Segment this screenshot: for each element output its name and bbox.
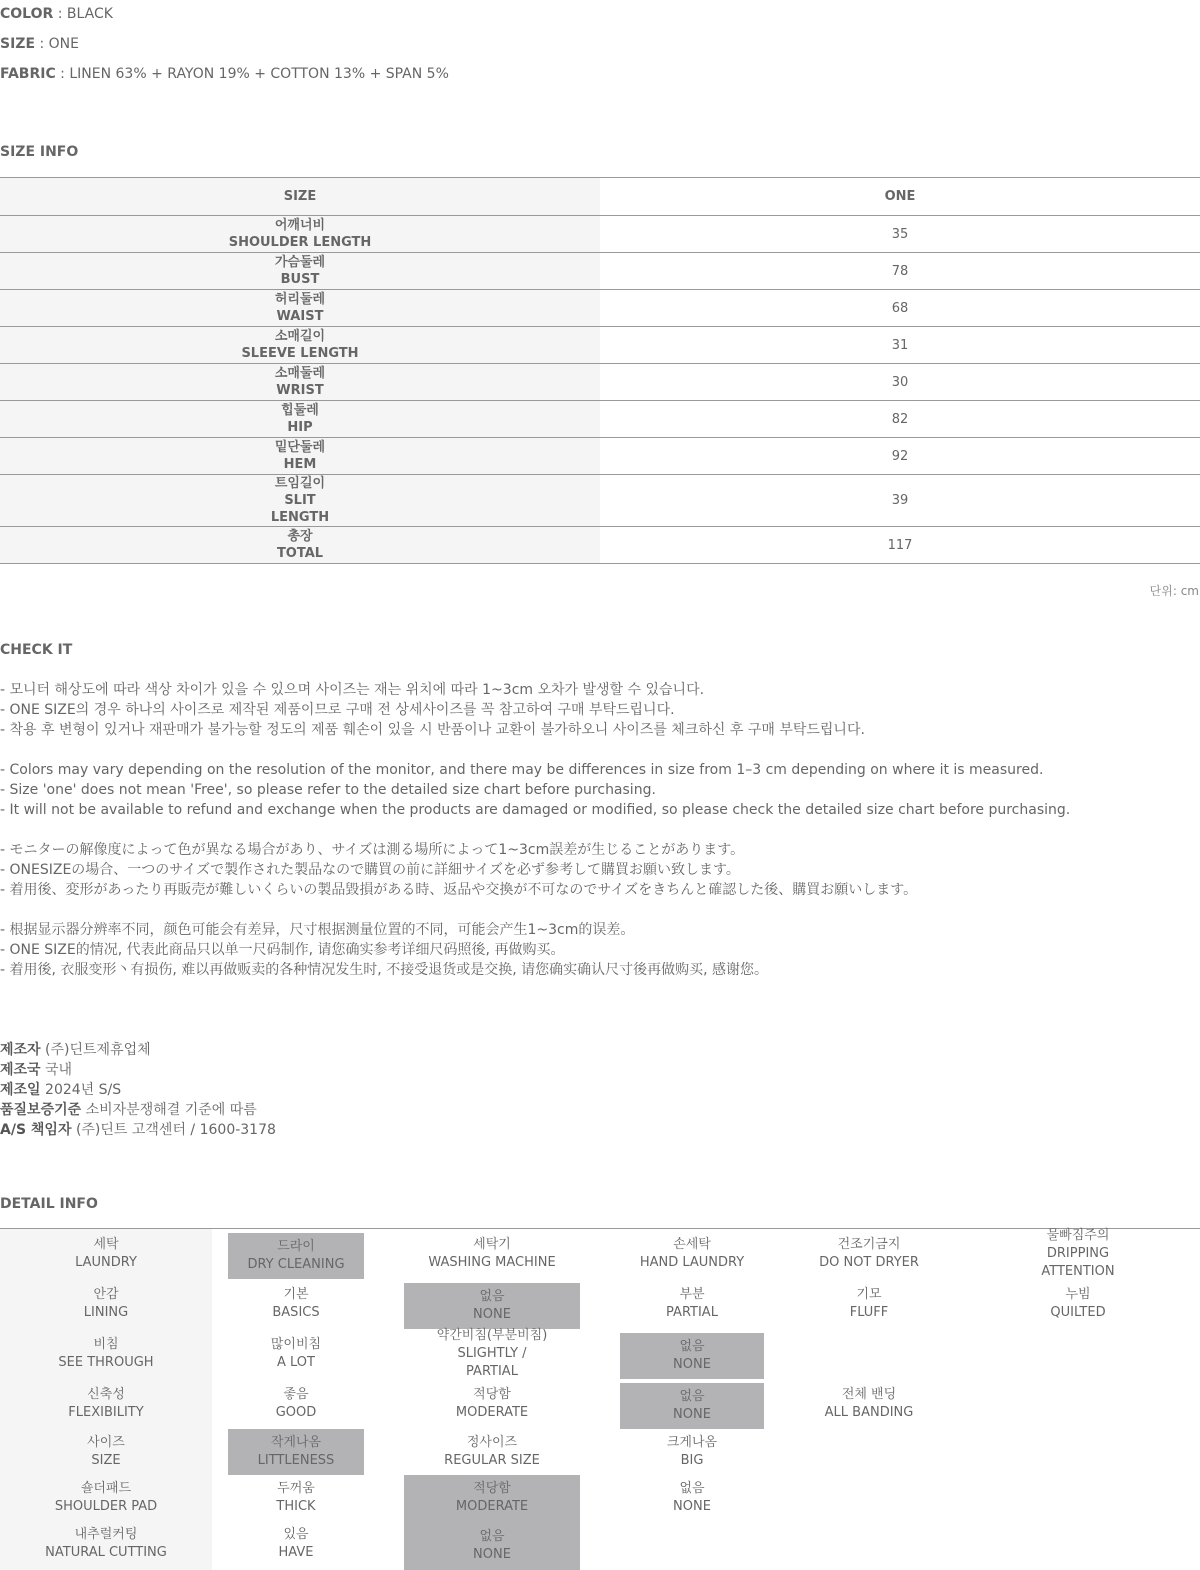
detail-option-text: PARTIAL	[466, 1364, 518, 1379]
detail-option-text: 없음	[679, 1481, 705, 1496]
size-label-en: WAIST	[276, 309, 324, 324]
detail-option-text: BASICS	[272, 1305, 320, 1320]
note-zh-1: - 根据显示器分辨率不同，颜色可能会有差异，尺寸根据测量位置的不同，可能会产生1~3cm的误差。	[0, 922, 635, 938]
detail-option-text: 없음	[479, 1528, 505, 1544]
detail-row-label	[0, 1229, 212, 1279]
check-it-title: CHECK IT	[0, 642, 73, 658]
size-label-ko: 허리둘레	[274, 292, 326, 307]
detail-option-text: PARTIAL	[666, 1305, 718, 1320]
detail-option-text: BIG	[680, 1453, 704, 1468]
detail-option-text: 물빠짐주의	[1046, 1228, 1110, 1243]
note-ko-2: - ONE SIZE의 경우 하나의 사이즈로 제작된 제품이므로 구매 전 상세사이즈를 꼭 참고하여 구매 부탁드립니다.	[0, 702, 675, 718]
detail-option	[779, 1279, 959, 1329]
maker-row	[0, 1060, 276, 1080]
size-row	[0, 401, 1200, 438]
spec-size-value: ONE	[48, 36, 79, 52]
size-header-label: SIZE	[0, 178, 600, 216]
detail-label-text: 세탁	[93, 1237, 119, 1252]
unit-note: 단위: cm	[1149, 584, 1199, 598]
detail-option-text: NONE	[673, 1407, 711, 1422]
spec-size: SIZE : ONE	[0, 36, 79, 52]
detail-option-text: 작게나옴	[270, 1435, 322, 1450]
detail-option-text: LITTLENESS	[257, 1453, 335, 1468]
size-info-title: SIZE INFO	[0, 144, 79, 160]
detail-option-text: 세탁기	[473, 1237, 511, 1252]
spec-fabric: FABRIC : LINEN 63% + RAYON 19% + COTTON 13% + SPAN 5%	[0, 66, 449, 82]
detail-option-text: WASHING MACHINE	[428, 1255, 556, 1270]
detail-option	[988, 1279, 1168, 1329]
detail-option-text: 좋음	[283, 1387, 309, 1402]
detail-option-text: REGULAR SIZE	[444, 1453, 540, 1468]
size-row	[0, 527, 1200, 564]
spec-color-label: COLOR	[0, 6, 54, 22]
size-label-en: SLIT	[284, 493, 316, 508]
detail-option-text: 전체 밴딩	[841, 1387, 897, 1402]
maker-row	[0, 1120, 276, 1140]
note-zh-3: - 着用後, 衣服变形丶有损伤, 难以再做贩卖的各种情况发生时, 不接受退货或是交换, 请您确实确认尺寸後再做购买, 感谢您。	[0, 962, 769, 978]
check-it-notes	[0, 680, 1200, 980]
maker-label: 품질보증기준	[0, 1102, 82, 1118]
size-label-en-2: LENGTH	[270, 510, 330, 525]
note-ko-3: - 착용 후 변형이 있거나 재판매가 불가능할 정도의 제품 훼손이 있을 시 반품이나 교환이 불가하오니 사이즈를 체크하신 후 구매 부탁드립니다.	[0, 722, 865, 738]
note-zh-2: - ONE SIZE的情况, 代表此商品只以单一尺码制作, 请您确实参考详细尺码照後, 再做购买。	[0, 942, 565, 958]
size-label-ko: 어깨너비	[274, 218, 326, 233]
size-row-label	[0, 527, 600, 564]
detail-option-text: HAND LAUNDRY	[639, 1255, 745, 1270]
size-label-ko: 소매길이	[274, 329, 326, 344]
detail-option	[402, 1229, 582, 1279]
maker-label: 제조자	[0, 1042, 41, 1058]
detail-info-grid	[0, 1228, 1200, 1570]
detail-option-selected	[620, 1333, 764, 1379]
detail-option-text: NONE	[473, 1546, 511, 1562]
detail-option-text: 많이비침	[270, 1337, 322, 1352]
detail-option-text: SLIGHTLY /	[457, 1346, 527, 1361]
detail-label-text: FLEXIBILITY	[68, 1405, 144, 1420]
note-ko-1: - 모니터 해상도에 따라 색상 차이가 있을 수 있으며 사이즈는 재는 위치에 따라 1~3cm 오차가 발생할 수 있습니다.	[0, 682, 705, 698]
detail-option	[206, 1475, 386, 1521]
detail-option	[206, 1379, 386, 1429]
maker-value: (주)딘트제휴업체	[45, 1042, 151, 1058]
size-row-label	[0, 401, 600, 438]
maker-info	[0, 1040, 276, 1140]
note-en-3: - It will not be available to refund and exchange when the products are damaged or modified, so please check the detailed size chart before purchasing.	[0, 802, 1071, 818]
size-row	[0, 327, 1200, 364]
spec-color: COLOR : BLACK	[0, 6, 113, 22]
detail-label-text: LAUNDRY	[75, 1255, 137, 1270]
size-label-en: BUST	[280, 272, 320, 287]
detail-option	[779, 1379, 959, 1429]
detail-label-text: 내추럴커팅	[74, 1527, 138, 1542]
size-label-ko: 가슴둘레	[274, 255, 326, 270]
size-row	[0, 216, 1200, 253]
detail-option	[402, 1379, 582, 1429]
note-en-2: - Size 'one' does not mean 'Free', so please refer to the detailed size chart before purchasing.	[0, 782, 656, 798]
detail-option	[602, 1475, 782, 1521]
detail-option-text: 없음	[479, 1289, 505, 1304]
size-label-ko: 힙둘레	[281, 403, 319, 418]
detail-label-text: 숄더패드	[80, 1481, 132, 1496]
size-table-header	[0, 178, 1200, 216]
detail-option-text: 누빔	[1065, 1287, 1091, 1302]
detail-row-label	[0, 1475, 212, 1521]
size-label-ko: 트임길이	[274, 476, 326, 491]
size-row	[0, 475, 1200, 527]
detail-label-text: 사이즈	[87, 1435, 125, 1450]
maker-row	[0, 1040, 276, 1060]
detail-option-text: 부분	[679, 1287, 705, 1302]
note-ja-3: - 着用後、変形があったり再販売が難しいくらいの製品毀損がある時、返品や交換が不可なのでサイズをきちんと確認した後、購買お願いします。	[0, 882, 918, 898]
maker-value: (주)딘트 고객센터 / 1600-3178	[75, 1122, 276, 1138]
size-label-en: SLEEVE LENGTH	[241, 346, 359, 361]
detail-option-text: GOOD	[275, 1405, 317, 1420]
detail-option-text: HAVE	[278, 1545, 314, 1560]
detail-option-text: DRIPPING	[1046, 1246, 1110, 1261]
detail-row-label	[0, 1329, 212, 1379]
detail-option-text: DO NOT DRYER	[819, 1255, 919, 1270]
detail-option-text: 적당함	[473, 1481, 511, 1496]
detail-option-selected	[228, 1233, 364, 1279]
note-ja-1: - モニターの解像度によって色が異なる場合があり、サイズは測る場所によって1~3cm誤差が生じることがあります。	[0, 842, 745, 858]
detail-option	[402, 1429, 582, 1475]
detail-label-text: SIZE	[91, 1453, 121, 1468]
detail-label-text: SHOULDER PAD	[54, 1499, 158, 1514]
size-label-en: HEM	[283, 457, 317, 472]
detail-option-text: A LOT	[277, 1355, 315, 1370]
note-en-1: - Colors may vary depending on the resolution of the monitor, and there may be differences in size from 1–3 cm depending on where it is measured.	[0, 762, 1044, 778]
detail-label-text: SEE THROUGH	[58, 1355, 154, 1370]
detail-label-text: 신축성	[87, 1387, 125, 1402]
detail-option-text: 손세탁	[673, 1237, 711, 1252]
detail-option	[602, 1429, 782, 1475]
size-row-value: 92	[600, 438, 1200, 475]
size-header-value: ONE	[600, 178, 1200, 216]
detail-option-text: 없음	[679, 1389, 705, 1404]
detail-option-selected	[404, 1521, 580, 1570]
detail-option	[402, 1329, 582, 1379]
size-row-value: 78	[600, 253, 1200, 290]
spec-fabric-value: LINEN 63% + RAYON 19% + COTTON 13% + SPAN 5%	[69, 66, 449, 82]
detail-option-selected	[228, 1429, 364, 1475]
size-row	[0, 290, 1200, 327]
size-row-value: 35	[600, 216, 1200, 253]
size-row-label	[0, 253, 600, 290]
note-ja-2: - ONESIZEの場合、一つのサイズで製作された製品なので購買の前に詳細サイズを必ず参考して購買お願い致します。	[0, 862, 740, 878]
detail-option-text: 건조기금지	[837, 1237, 901, 1252]
spec-fabric-label: FABRIC	[0, 66, 56, 82]
detail-label-text: 비침	[93, 1337, 119, 1352]
size-row-value: 82	[600, 401, 1200, 438]
size-row-value: 30	[600, 364, 1200, 401]
detail-row-label	[0, 1379, 212, 1429]
detail-option-text: 정사이즈	[466, 1435, 518, 1450]
detail-option	[988, 1229, 1168, 1279]
size-label-en: SHOULDER LENGTH	[228, 235, 372, 250]
detail-option-text: 약간비침(부분비침)	[436, 1328, 548, 1343]
detail-option-selected	[620, 1383, 764, 1429]
detail-option-text: 기본	[283, 1287, 309, 1302]
detail-option-text: NONE	[673, 1499, 711, 1514]
detail-row-label	[0, 1521, 212, 1567]
size-row-value: 39	[600, 475, 1200, 527]
detail-row-label	[0, 1279, 212, 1329]
size-row-value: 68	[600, 290, 1200, 327]
detail-label-text: 안감	[93, 1287, 119, 1302]
detail-option-text: FLUFF	[849, 1305, 889, 1320]
size-row	[0, 438, 1200, 475]
detail-option-text: ALL BANDING	[824, 1405, 914, 1420]
spec-size-label: SIZE	[0, 36, 36, 52]
detail-row-label	[0, 1429, 212, 1475]
spec-color-value: BLACK	[66, 6, 113, 22]
size-row-label	[0, 290, 600, 327]
size-row-value: 31	[600, 327, 1200, 364]
detail-option	[602, 1229, 782, 1279]
detail-option-text: 기모	[856, 1287, 882, 1302]
detail-option-selected	[404, 1283, 580, 1329]
size-row	[0, 253, 1200, 290]
detail-option-text: MODERATE	[455, 1499, 529, 1514]
detail-option	[779, 1229, 959, 1279]
detail-option-selected	[404, 1475, 580, 1521]
detail-option-text: 없음	[679, 1339, 705, 1354]
size-row	[0, 364, 1200, 401]
maker-value: 국내	[45, 1062, 73, 1078]
detail-option-text: QUILTED	[1050, 1305, 1106, 1320]
size-row-label	[0, 216, 600, 253]
maker-row	[0, 1100, 276, 1120]
maker-label: 제조국	[0, 1062, 41, 1078]
maker-row	[0, 1080, 276, 1100]
size-label-en: TOTAL	[276, 546, 324, 561]
size-row-label	[0, 364, 600, 401]
detail-label-text: NATURAL CUTTING	[45, 1545, 167, 1560]
maker-label: A/S 책임자	[0, 1122, 72, 1138]
size-row-label	[0, 475, 600, 527]
detail-option-text: 있음	[283, 1527, 309, 1542]
detail-option-text: THICK	[276, 1499, 316, 1514]
size-label-en: HIP	[287, 420, 313, 435]
detail-option-text: 두꺼움	[277, 1481, 315, 1496]
maker-value: 2024년 S/S	[45, 1082, 122, 1098]
detail-option-text: 드라이	[277, 1239, 315, 1254]
detail-option-text: NONE	[673, 1357, 711, 1372]
detail-option-text: MODERATE	[455, 1405, 529, 1420]
size-label-en: WRIST	[276, 383, 324, 398]
size-table	[0, 177, 1200, 564]
detail-option	[206, 1329, 386, 1379]
size-row-label	[0, 438, 600, 475]
size-label-ko: 소매둘레	[274, 366, 326, 381]
detail-option-text: 적당함	[473, 1387, 511, 1402]
detail-label-text: LINING	[83, 1305, 129, 1320]
detail-option-text: ATTENTION	[1041, 1264, 1115, 1279]
size-row-label	[0, 327, 600, 364]
detail-option-text: DRY CLEANING	[247, 1257, 345, 1272]
detail-option	[206, 1279, 386, 1329]
size-label-ko: 총장	[287, 529, 313, 544]
size-label-ko: 밑단둘레	[274, 440, 326, 455]
maker-value: 소비자분쟁해결 기준에 따름	[85, 1102, 257, 1118]
detail-option-text: 크게나옴	[666, 1435, 718, 1450]
detail-option-text: NONE	[473, 1307, 511, 1322]
detail-info-title: DETAIL INFO	[0, 1196, 98, 1212]
detail-option	[602, 1279, 782, 1329]
detail-option	[206, 1521, 386, 1567]
maker-label: 제조일	[0, 1082, 41, 1098]
size-row-value: 117	[600, 527, 1200, 564]
